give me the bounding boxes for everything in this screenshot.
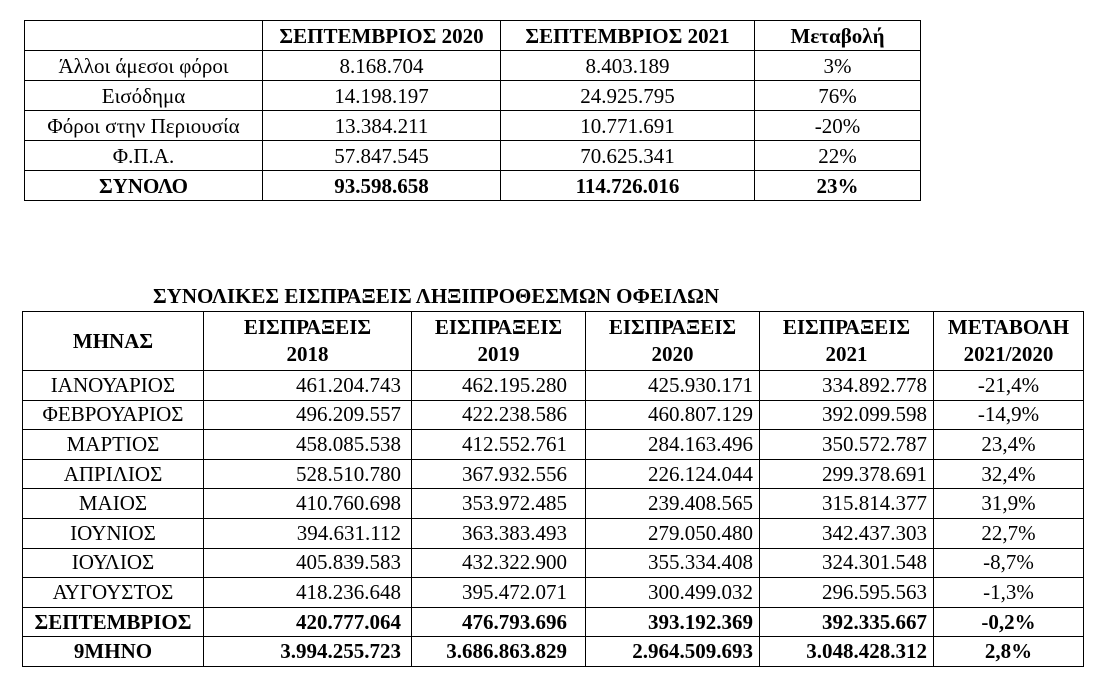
month-cell: ΣΕΠΤΕΜΒΡΙΟΣ <box>23 607 204 637</box>
value-cell: 460.807.129 <box>586 400 760 430</box>
table-header-row <box>23 312 1084 371</box>
value-cell: 296.595.563 <box>760 578 934 608</box>
total-value: 93.598.658 <box>263 171 501 201</box>
month-cell: ΙΑΝΟΥΑΡΙΟΣ <box>23 371 204 401</box>
value-cell: 299.378.691 <box>760 459 934 489</box>
value-cell: 420.777.064 <box>204 607 412 637</box>
table-row <box>23 400 1084 430</box>
row-label: Φόροι στην Περιουσία <box>25 111 263 141</box>
value-cell: 461.204.743 <box>204 371 412 401</box>
value-cell: 324.301.548 <box>760 548 934 578</box>
table-header-row <box>25 21 921 51</box>
value-cell: 405.839.583 <box>204 548 412 578</box>
value-cell: 528.510.780 <box>204 459 412 489</box>
row-label: Άλλοι άμεσοι φόροι <box>25 51 263 81</box>
value-cell: 57.847.545 <box>263 141 501 171</box>
table-row <box>23 548 1084 578</box>
value-cell: 422.238.586 <box>412 400 586 430</box>
total-label: ΣΥΝΟΛΟ <box>25 171 263 201</box>
change-cell: 76% <box>755 81 921 111</box>
value-cell: 476.793.696 <box>412 607 586 637</box>
change-cell: -8,7% <box>934 548 1084 578</box>
table-row <box>25 111 921 141</box>
table-row <box>23 430 1084 460</box>
overdue-collections-table <box>22 311 1084 667</box>
value-cell: 392.099.598 <box>760 400 934 430</box>
total-row <box>23 637 1084 667</box>
value-cell: 3.048.428.312 <box>760 637 934 667</box>
table-row <box>23 518 1084 548</box>
table-row <box>23 489 1084 519</box>
month-cell: 9ΜΗΝΟ <box>23 637 204 667</box>
month-cell: ΙΟΥΛΙΟΣ <box>23 548 204 578</box>
month-cell: ΑΠΡΙΛΙΟΣ <box>23 459 204 489</box>
value-cell: 226.124.044 <box>586 459 760 489</box>
change-cell: 31,9% <box>934 489 1084 519</box>
value-cell: 432.322.900 <box>412 548 586 578</box>
table-row <box>25 51 921 81</box>
change-cell: -21,4% <box>934 371 1084 401</box>
overdue-collections-title: ΣΥΝΟΛΙΚΕΣ ΕΙΣΠΡΑΞΕΙΣ ΛΗΞΙΠΡΟΘΕΣΜΩΝ ΟΦΕΙΛΩΝ <box>153 284 720 308</box>
table-row <box>23 578 1084 608</box>
header-year: 2018 <box>286 342 329 366</box>
header-cell <box>934 312 1084 371</box>
total-change: 23% <box>755 171 921 201</box>
change-cell: 22% <box>755 141 921 171</box>
header-text: ΜΗΝΑΣ <box>72 328 154 353</box>
header-cell <box>204 312 412 371</box>
value-cell: 342.437.303 <box>760 518 934 548</box>
value-cell: 367.932.556 <box>412 459 586 489</box>
value-cell: 395.472.071 <box>412 578 586 608</box>
value-cell: 412.552.761 <box>412 430 586 460</box>
header-cell: ΣΕΠΤΕΜΒΡΙΟΣ 2020 <box>263 21 501 51</box>
header-year: 2019 <box>477 342 520 366</box>
value-cell: 284.163.496 <box>586 430 760 460</box>
total-row <box>25 171 921 201</box>
value-cell: 14.198.197 <box>263 81 501 111</box>
value-cell: 8.403.189 <box>501 51 755 81</box>
value-cell: 10.771.691 <box>501 111 755 141</box>
month-cell: ΑΥΓΟΥΣΤΟΣ <box>23 578 204 608</box>
value-cell: 462.195.280 <box>412 371 586 401</box>
value-cell: 334.892.778 <box>760 371 934 401</box>
tax-revenue-table <box>24 20 921 201</box>
header-cell <box>412 312 586 371</box>
row-label: Φ.Π.Α. <box>25 141 263 171</box>
value-cell: 350.572.787 <box>760 430 934 460</box>
header-text: ΜΕΤΑΒΟΛΗ <box>947 315 1070 339</box>
value-cell: 24.925.795 <box>501 81 755 111</box>
header-text: ΕΙΣΠΡΑΞΕΙΣ <box>782 315 911 339</box>
change-cell: -1,3% <box>934 578 1084 608</box>
value-cell: 239.408.565 <box>586 489 760 519</box>
header-text: ΕΙΣΠΡΑΞΕΙΣ <box>608 315 737 339</box>
value-cell: 394.631.112 <box>204 518 412 548</box>
month-cell: ΜΑΡΤΙΟΣ <box>23 430 204 460</box>
change-cell: -20% <box>755 111 921 141</box>
header-cell: ΣΕΠΤΕΜΒΡΙΟΣ 2021 <box>501 21 755 51</box>
row-label: Εισόδημα <box>25 81 263 111</box>
value-cell: 300.499.032 <box>586 578 760 608</box>
value-cell: 2.964.509.693 <box>586 637 760 667</box>
value-cell: 353.972.485 <box>412 489 586 519</box>
change-cell: 32,4% <box>934 459 1084 489</box>
table-row <box>25 81 921 111</box>
value-cell: 279.050.480 <box>586 518 760 548</box>
header-cell <box>586 312 760 371</box>
value-cell: 425.930.171 <box>586 371 760 401</box>
value-cell: 3.686.863.829 <box>412 637 586 667</box>
header-cell-month <box>23 312 204 371</box>
table-row <box>23 459 1084 489</box>
value-cell: 8.168.704 <box>263 51 501 81</box>
table-row <box>23 607 1084 637</box>
value-cell: 70.625.341 <box>501 141 755 171</box>
value-cell: 363.383.493 <box>412 518 586 548</box>
change-cell: -0,2% <box>934 607 1084 637</box>
header-text: ΕΙΣΠΡΑΞΕΙΣ <box>243 315 372 339</box>
header-cell <box>25 21 263 51</box>
value-cell: 496.209.557 <box>204 400 412 430</box>
header-cell <box>760 312 934 371</box>
value-cell: 315.814.377 <box>760 489 934 519</box>
value-cell: 355.334.408 <box>586 548 760 578</box>
change-cell: 22,7% <box>934 518 1084 548</box>
value-cell: 13.384.211 <box>263 111 501 141</box>
change-cell: 2,8% <box>934 637 1084 667</box>
total-value: 114.726.016 <box>501 171 755 201</box>
header-year: 2020 <box>651 342 694 366</box>
value-cell: 410.760.698 <box>204 489 412 519</box>
table-row <box>23 371 1084 401</box>
value-cell: 418.236.648 <box>204 578 412 608</box>
change-cell: 3% <box>755 51 921 81</box>
value-cell: 392.335.667 <box>760 607 934 637</box>
header-cell: Μεταβολή <box>755 21 921 51</box>
change-cell: -14,9% <box>934 400 1084 430</box>
header-text: ΕΙΣΠΡΑΞΕΙΣ <box>434 315 563 339</box>
header-period: 2021/2020 <box>963 342 1054 366</box>
change-cell: 23,4% <box>934 430 1084 460</box>
month-cell: ΙΟΥΝΙΟΣ <box>23 518 204 548</box>
value-cell: 3.994.255.723 <box>204 637 412 667</box>
month-cell: ΦΕΒΡΟΥΑΡΙΟΣ <box>23 400 204 430</box>
value-cell: 458.085.538 <box>204 430 412 460</box>
table-row <box>25 141 921 171</box>
value-cell: 393.192.369 <box>586 607 760 637</box>
header-year: 2021 <box>825 342 868 366</box>
month-cell: ΜΑΙΟΣ <box>23 489 204 519</box>
